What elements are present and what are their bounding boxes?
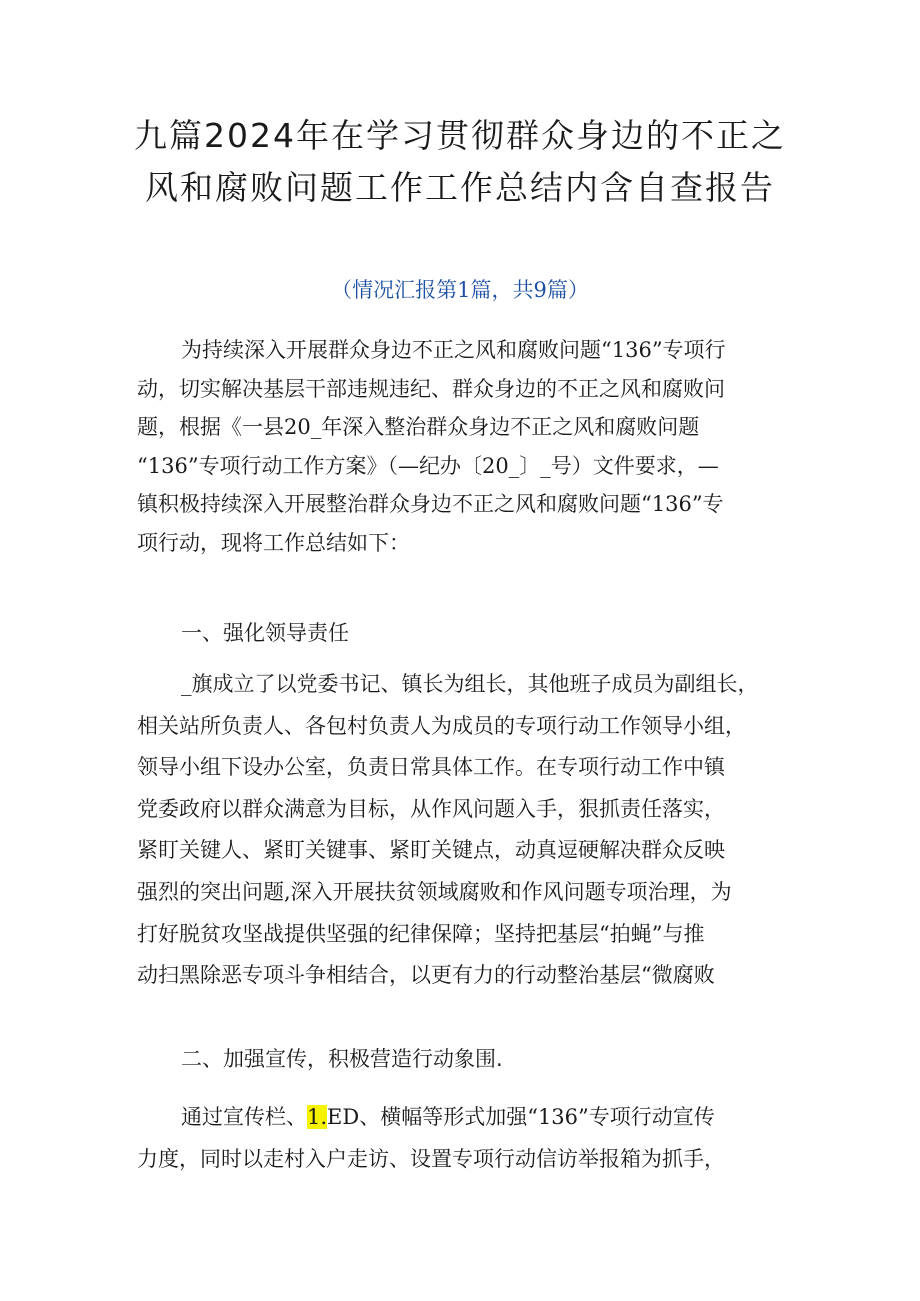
section-2-line (137, 1096, 797, 1138)
section-2-line: 力度，同时以走村入户走访、设置专项行动信访举报箱为抓手， (137, 1147, 725, 1171)
section-2-line-end: ED、横幅等形式加强“136”专项行动宣传 (327, 1105, 715, 1129)
highlighted-text: 1. (307, 1105, 328, 1129)
document-title (120, 110, 800, 214)
title-line-2: 风和腐败问题工作工作总结内含自查报告 (145, 168, 775, 207)
intro-line: 题，根据《一县20_年深入整治群众身边不正之风和腐败问题 (137, 415, 700, 440)
intro-line: 项行动，现将工作总结如下： (137, 530, 410, 555)
intro-paragraph (137, 331, 797, 563)
section-1-line: 领导小组下设办公室，负责日常具体工作。在专项行动工作中镇 (137, 755, 725, 780)
section-1-paragraph (137, 664, 797, 997)
title-line-1: 九篇2024年在学习贯彻群众身边的不正之 (134, 116, 786, 155)
section-2-paragraph (137, 1096, 797, 1180)
intro-line: 动，切实解决基层干部违规违纪、群众身边的不正之风和腐败问 (137, 376, 725, 401)
section-1-line: 党委政府以群众满意为目标，从作风问题入手，狠抓责任落实， (137, 796, 725, 821)
section-1-heading: 一、强化领导责任 (181, 621, 349, 645)
section-2-line-start: 通过宣传栏、 (181, 1105, 307, 1129)
section-1-line: 动扫黑除恶专项斗争相结合，以更有力的行动整治基层“微腐败 (137, 963, 715, 988)
section-1-line: 紧盯关键人、紧盯关键事、紧盯关键点，动真逗硬解决群众反映 (137, 838, 725, 863)
section-1-line: 强烈的突出问题,深入开展扶贫领域腐败和作风问题专项治理，为 (137, 879, 732, 904)
intro-line: “136”专项行动工作方案》（—纪办〔20_〕_号）文件要求，— (137, 453, 719, 478)
section-1-line: _旗成立了以党委书记、镇长为组长，其他班子成员为副组长， (181, 672, 759, 696)
section-2-heading: 二、加强宣传，积极营造行动象围. (181, 1047, 503, 1071)
section-1-line: 相关站所负责人、各包村负责人为成员的专项行动工作领导小组， (137, 713, 746, 738)
document-subtitle: （情况汇报第1篇，共9篇） (331, 278, 589, 302)
intro-line: 为持续深入开展群众身边不正之风和腐败问题“136”专项行 (181, 338, 726, 362)
intro-line: 镇积极持续深入开展整治群众身边不正之风和腐败问题“136”专 (137, 492, 724, 517)
section-1-line: 打好脱贫攻坚战提供坚强的纪律保障；坚持把基层“拍蝇”与推 (137, 921, 705, 946)
